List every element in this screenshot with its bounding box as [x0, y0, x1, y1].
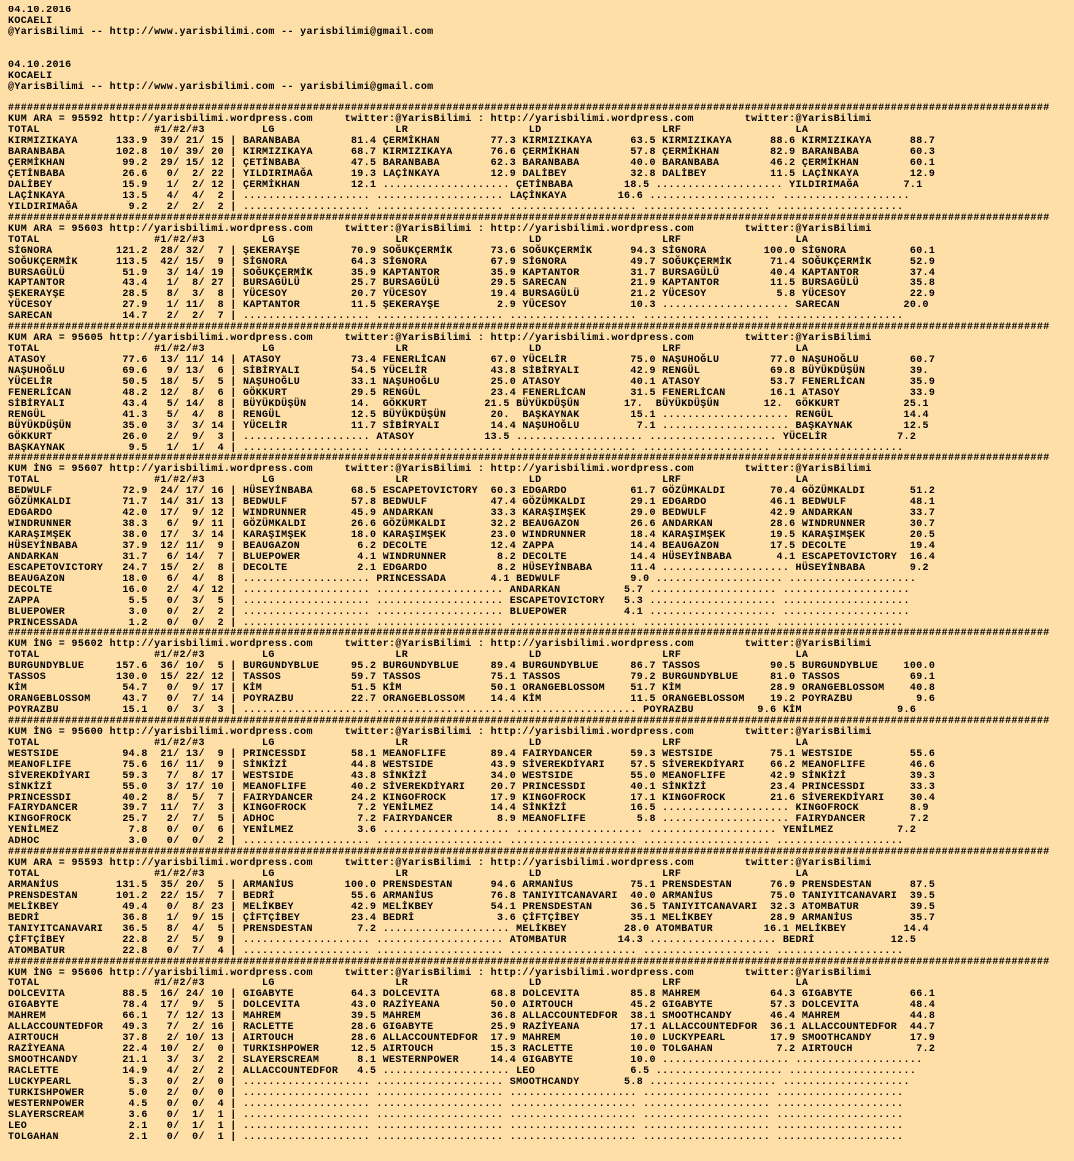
- table-row: WESTSIDE 94.8 21/ 13/ 9 | PRINCESSDI 58.1 MEANOFLIFE 89.4 FAIRYDANCER 59.3 WESTSIDE 75.1 WESTSIDE 55.6: [8, 748, 936, 760]
- table-row: BURSAGÜLÜ 51.9 3/ 14/ 19 | SOĞUKÇERMİK 35.9 KAPTANTOR 35.9 KAPTANTOR 31.7 BURSAGÜLÜ 40.4 KAPTANTOR 37.4: [8, 267, 936, 279]
- separator-line: ####################################################################################################################################################################: [8, 956, 1050, 968]
- table-row: KIRMIZIKAYA 133.9 39/ 21/ 15 | BARANBABA 81.4 ÇERMİKHAN 77.3 KIRMIZIKAYA 63.5 KIRMIZIKAYA 88.6 KIRMIZIKAYA 88.7: [8, 136, 936, 148]
- table-row: MELİKBEY 49.4 0/ 8/ 23 | MELİKBEY 42.9 MELİKBEY 54.1 PRENSDESTAN 36.5 TANIYITCANAVARI 32.3 ATOMBATUR 39.5: [8, 901, 936, 913]
- table-row: GÖZÜMKALDI 71.7 14/ 31/ 13 | BEDWULF 57.8 BEDWULF 47.4 GÖZÜMKALDI 29.1 EDGARDO 46.1 BEDWULF 48.1: [8, 497, 936, 509]
- table-row: RAZİYEANA 22.4 10/ 2/ 0 | TURKISHPOWER 12.5 AIRTOUCH 15.3 RACLETTE 10.0 TOLGAHAN 7.2 AIRTOUCH 7.2: [8, 1044, 936, 1056]
- table-row: KINGOFROCK 25.7 2/ 7/ 5 | ADHOC 7.2 FAIRYDANCER 8.9 MEANOFLIFE 5.8 .................... FAIRYDANCER 7.2: [8, 814, 929, 826]
- table-row: FENERLİCAN 48.2 12/ 8/ 6 | GÖKKURT 29.5 RENGÜL 23.4 FENERLİCAN 31.5 FENERLİCAN 16.1 ATASOY 33.9: [8, 387, 936, 399]
- table-row: EDGARDO 42.0 17/ 9/ 12 | WINDRUNNER 45.9 ANDARKAN 33.3 KARAŞIMŞEK 29.0 BEDWULF 42.9 ANDARKAN 33.7: [8, 508, 936, 520]
- race-title: KUM İNG = 95607 http://yarisbilimi.wordpress.com twitter:@YarisBilimi : http://yarisbilimi.wordpress.com twitter:@YarisBilimi: [8, 464, 872, 476]
- table-row: KİM 54.7 0/ 9/ 17 | KİM 51.5 KİM 50.1 ORANGEBLOSSOM 51.7 KİM 28.9 ORANGEBLOSSOM 40.8: [8, 683, 936, 695]
- table-row: YÜCESOY 27.9 1/ 11/ 8 | KAPTANTOR 11.5 ŞEKERAYŞE 2.9 YÜCESOY 10.3 .................... SARECAN 20.0: [8, 300, 929, 312]
- race-title: KUM İNG = 95600 http://yarisbilimi.wordpress.com twitter:@YarisBilimi : http://yarisbilimi.wordpress.com twitter:@YarisBilimi: [8, 726, 872, 738]
- separator-line: ####################################################################################################################################################################: [8, 103, 1050, 115]
- table-row: ATASOY 77.6 13/ 11/ 14 | ATASOY 73.4 FENERLİCAN 67.0 YÜCELİR 75.0 NAŞUHOĞLU 77.0 NAŞUHOĞLU 60.7: [8, 355, 936, 366]
- table-row: BEDWULF 72.9 24/ 17/ 16 | HÜSEYİNBABA 68.5 ESCAPETOVICTORY 60.3 EDGARDO 61.7 GÖZÜMKALDI 70.4 GÖZÜMKALDI 51.2: [8, 486, 936, 498]
- table-row: ŞEKERAYŞE 28.5 8/ 3/ 8 | YÜCESOY 20.7 YÜCESOY 19.4 BURSAGÜLÜ 21.2 YÜCESOY 5.8 YÜCESOY 22.9: [8, 289, 936, 301]
- race-title: KUM ARA = 95605 http://yarisbilimi.wordpress.com twitter:@YarisBilimi : http://yarisbilimi.wordpress.com twitter:@YarisBilimi: [8, 333, 872, 345]
- table-row: RACLETTE 14.9 4/ 2/ 2 | ALLACCOUNTEDFOR 4.5 .................... LEO 6.5 .................... ....................: [8, 1065, 917, 1077]
- separator-line: ####################################################################################################################################################################: [8, 628, 1050, 640]
- table-row: HÜSEYİNBABA 37.9 12/ 11/ 9 | BEAUGAZON 6.2 DECOLTE 12.4 ZAPPA 14.4 BEAUGAZON 17.5 DECOLTE 19.4: [8, 540, 936, 552]
- separator-line: ####################################################################################################################################################################: [8, 847, 1050, 859]
- table-row: SİGNORA 121.2 28/ 32/ 7 | ŞEKERAYŞE 70.9 SOĞUKÇERMİK 73.6 SOĞUKÇERMİK 94.3 SİGNORA 100.0 SİGNORA 60.1: [8, 245, 936, 257]
- separator-line: ####################################################################################################################################################################: [8, 453, 1050, 465]
- header-line: KOCAELI: [8, 70, 53, 82]
- table-row: SİBİRYALI 43.4 5/ 14/ 8 | BÜYÜKDÜŞÜN 14. GÖKKURT 21.5 BÜYÜKDÜŞÜN 17. BÜYÜKDÜŞÜN 12. GÖKKURT 25.1: [8, 398, 929, 410]
- table-row: GÖKKURT 26.0 2/ 9/ 3 | .................... ATASOY 13.5 .................... .................... YÜCELİR 7.2: [8, 431, 917, 443]
- table-row: POYRAZBU 15.1 0/ 3/ 3 | .................... .................... .................... POYRAZBU 9.6 KİM 9.6: [8, 705, 917, 716]
- table-row: WESTERNPOWER 4.5 0/ 0/ 4 | .................... .................... .................... .................... ....................: [8, 1098, 904, 1110]
- header-line: @YarisBilimi -- http://www.yarisbilimi.com -- yarisbilimi@gmail.com: [8, 81, 434, 93]
- header-line: [8, 39, 1070, 50]
- table-row: BLUEPOWER 3.0 0/ 2/ 2 | .................... .................... BLUEPOWER 4.1 .................... ....................: [8, 606, 910, 618]
- race-title: KUM ARA = 95592 http://yarisbilimi.wordpress.com twitter:@YarisBilimi : http://yarisbilimi.wordpress.com twitter:@YarisBilimi: [8, 114, 872, 126]
- table-row: ADHOC 3.0 0/ 0/ 2 | .................... .................... .................... .................... ....................: [8, 836, 904, 848]
- table-row: ÇERMİKHAN 99.2 29/ 15/ 12 | ÇETİNBABA 47.5 BARANBABA 62.3 BARANBABA 40.0 BARANBABA 46.2 ÇERMİKHAN 60.1: [8, 158, 936, 170]
- table-row: SOĞUKÇERMİK 113.5 42/ 15/ 9 | SİGNORA 64.3 SİGNORA 67.9 SİGNORA 49.7 SOĞUKÇERMİK 71.4 SOĞUKÇERMİK 52.9: [8, 256, 936, 268]
- table-row: MEANOFLIFE 75.6 16/ 11/ 9 | SİNKİZİ 44.8 WESTSIDE 43.9 SİVEREKDİYARI 57.5 SİVEREKDİYARI 66.2 MEANOFLIFE 46.6: [8, 759, 936, 771]
- table-row: TASSOS 130.0 15/ 22/ 12 | TASSOS 59.7 TASSOS 75.1 TASSOS 79.2 BURGUNDYBLUE 81.0 TASSOS 69.1: [8, 672, 936, 684]
- table-row: TURKISHPOWER 5.0 2/ 0/ 0 | .................... .................... .................... .................... ....................: [8, 1087, 904, 1099]
- header-line: [8, 50, 1070, 61]
- table-row: PRENSDESTAN 101.2 22/ 15/ 7 | BEDRİ 55.6 ARMANİUS 76.8 TANIYITCANAVARI 40.0 ARMANİUS 75.0 TANIYITCANAVARI 39.5: [8, 890, 936, 902]
- table-row: DALİBEY 15.9 1/ 2/ 12 | ÇERMİKHAN 12.1 .................... ÇETİNBABA 18.5 .................... YILDIRIMAĞA 7.1: [8, 180, 923, 191]
- table-row: YILDIRIMAĞA 9.2 2/ 2/ 2 | .................... .................... .................... .................... ....................: [8, 201, 904, 213]
- table-row: WINDRUNNER 38.3 6/ 9/ 11 | GÖZÜMKALDI 26.6 GÖZÜMKALDI 32.2 BEAUGAZON 26.6 ANDARKAN 28.6 WINDRUNNER 30.7: [8, 519, 936, 531]
- table-row: PRINCESSDI 40.2 8/ 5/ 7 | FAIRYDANCER 24.2 KINGOFROCK 17.9 KINGOFROCK 17.1 KINGOFROCK 21.6 SİVEREKDİYARI 30.4: [8, 792, 936, 804]
- race-title: KUM ARA = 95593 http://yarisbilimi.wordpress.com twitter:@YarisBilimi : http://yarisbilimi.wordpress.com twitter:@YarisBilimi: [8, 858, 872, 870]
- column-headers: TOTAL #1/#2/#3 LG LR LD LRF LA: [8, 650, 809, 662]
- column-headers: TOTAL #1/#2/#3 LG LR LD LRF LA: [8, 869, 809, 881]
- table-row: YENİLMEZ 7.8 0/ 0/ 6 | YENİLMEZ 3.6 .................... .................... .................... YENİLMEZ 7.2: [8, 825, 917, 837]
- table-row: ALLACCOUNTEDFOR 49.3 7/ 2/ 16 | RACLETTE 28.6 GIGABYTE 25.9 RAZİYEANA 17.1 ALLACCOUNTEDFOR 36.1 ALLACCOUNTEDFOR 44.7: [8, 1022, 936, 1034]
- table-row: KARAŞIMŞEK 38.0 17/ 3/ 14 | KARAŞIMŞEK 18.0 KARAŞIMŞEK 23.0 WINDRUNNER 18.4 KARAŞIMŞEK 19.5 KARAŞIMŞEK 20.5: [8, 530, 936, 541]
- table-row: DOLCEVITA 88.5 16/ 24/ 10 | GIGABYTE 64.3 DOLCEVITA 68.8 DOLCEVITA 85.8 MAHREM 64.3 GIGABYTE 66.1: [8, 989, 936, 1001]
- race-title: KUM İNG = 95602 http://yarisbilimi.wordpress.com twitter:@YarisBilimi : http://yarisbilimi.wordpress.com twitter:@YarisBilimi: [8, 639, 872, 651]
- column-headers: TOTAL #1/#2/#3 LG LR LD LRF LA: [8, 344, 809, 356]
- separator-line: ####################################################################################################################################################################: [8, 212, 1050, 224]
- table-row: ARMANİUS 131.5 35/ 20/ 5 | ARMANİUS 100.0 PRENSDESTAN 94.6 ARMANİUS 75.1 PRENSDESTAN 76.9 PRENSDESTAN 87.5: [8, 880, 936, 891]
- race-title: KUM İNG = 95606 http://yarisbilimi.wordpress.com twitter:@YarisBilimi : http://yarisbilimi.wordpress.com twitter:@YarisBilimi: [8, 967, 872, 979]
- table-row: SARECAN 14.7 2/ 2/ 7 | .................... .................... .................... .................... ....................: [8, 311, 904, 323]
- table-row: SİNKİZİ 55.0 3/ 17/ 10 | MEANOFLIFE 40.2 SİVEREKDİYARI 20.7 PRINCESSDI 40.1 SİNKİZİ 23.4 PRINCESSDI 33.3: [8, 781, 936, 793]
- table-row: LEO 2.1 0/ 1/ 1 | .................... .................... .................... .................... ....................: [8, 1120, 904, 1132]
- table-row: PRINCESSADA 1.2 0/ 0/ 2 | .................... .................... .................... .................... ....................: [8, 617, 904, 629]
- table-row: SMOOTHCANDY 21.1 3/ 3/ 2 | SLAYERSCREAM 8.1 WESTERNPOWER 14.4 GIGABYTE 10.0 .................... ....................: [8, 1055, 923, 1066]
- column-headers: TOTAL #1/#2/#3 LG LR LD LRF LA: [8, 475, 809, 487]
- table-row: ESCAPETOVICTORY 24.7 15/ 2/ 8 | DECOLTE 2.1 EDGARDO 8.2 HÜSEYİNBABA 11.4 .................... HÜSEYİNBABA 9.2: [8, 562, 929, 574]
- table-row: BARANBABA 102.8 10/ 39/ 20 | KIRMIZIKAYA 68.7 KIRMIZIKAYA 76.6 ÇERMİKHAN 57.8 ÇERMİKHAN 82.9 BARANBABA 60.3: [8, 147, 936, 159]
- header-line: @YarisBilimi -- http://www.yarisbilimi.com -- yarisbilimi@gmail.com: [8, 26, 434, 38]
- race-stats-document: [8, 6, 1070, 1144]
- table-row: MAHREM 66.1 7/ 12/ 13 | MAHREM 39.5 MAHREM 36.8 ALLACCOUNTEDFOR 38.1 SMOOTHCANDY 46.4 MAHREM 44.8: [8, 1011, 936, 1023]
- column-headers: TOTAL #1/#2/#3 LG LR LD LRF LA: [8, 125, 809, 137]
- table-row: LUCKYPEARL 5.3 0/ 2/ 0 | .................... .................... SMOOTHCANDY 5.8 .................... ....................: [8, 1076, 910, 1088]
- separator-line: ####################################################################################################################################################################: [8, 715, 1050, 727]
- table-row: BÜYÜKDÜŞÜN 35.0 3/ 3/ 14 | YÜCELİR 11.7 SİBİRYALI 14.4 NAŞUHOĞLU 7.1 .................... BAŞKAYNAK 12.5: [8, 420, 929, 432]
- table-row: GIGABYTE 78.4 17/ 9/ 5 | DOLCEVITA 43.0 RAZİYEANA 50.0 AIRTOUCH 45.2 GIGABYTE 57.3 DOLCEVITA 48.4: [8, 1000, 936, 1012]
- table-row: ÇETİNBABA 26.6 0/ 2/ 22 | YILDIRIMAĞA 19.3 LAÇİNKAYA 12.9 DALİBEY 32.8 DALİBEY 11.5 LAÇİNKAYA 12.9: [8, 169, 936, 181]
- table-row: SİVEREKDİYARI 59.3 7/ 8/ 17 | WESTSIDE 43.8 SİNKİZİ 34.0 WESTSIDE 55.0 MEANOFLIFE 42.9 SİNKİZİ 39.3: [8, 770, 936, 782]
- table-row: ÇİFTÇİBEY 22.8 2/ 5/ 9 | .................... .................... ATOMBATUR 14.3 .................... BEDRİ 12.5: [8, 934, 917, 946]
- table-row: FAIRYDANCER 39.7 11/ 7/ 3 | KINGOFROCK 7.2 YENİLMEZ 14.4 SİNKİZİ 16.5 .................... KINGOFROCK 8.9: [8, 803, 929, 815]
- table-row: ZAPPA 5.5 0/ 3/ 5 | .................... .................... ESCAPETOVICTORY 5.3 .................... ....................: [8, 595, 910, 607]
- race-title: KUM ARA = 95603 http://yarisbilimi.wordpress.com twitter:@YarisBilimi : http://yarisbilimi.wordpress.com twitter:@YarisBilimi: [8, 223, 872, 235]
- table-row: LAÇİNKAYA 13.5 4/ 4/ 2 | .................... .................... LAÇİNKAYA 16.6 .................... ....................: [8, 190, 910, 202]
- table-row: NAŞUHOĞLU 69.6 9/ 13/ 6 | SİBİRYALI 54.5 YÜCELİR 43.8 SİBİRYALI 42.9 RENGÜL 69.8 BÜYÜKDÜŞÜN 39.: [8, 365, 929, 377]
- table-row: BAŞKAYNAK 9.5 1/ 1/ 4 | .................... .................... .................... .................... ....................: [8, 442, 904, 454]
- table-row: ATOMBATUR 22.8 0/ 7/ 4 | .................... .................... .................... .................... ....................: [8, 945, 904, 957]
- column-headers: TOTAL #1/#2/#3 LG LR LD LRF LA: [8, 737, 809, 749]
- table-row: ANDARKAN 31.7 6/ 14/ 7 | BLUEPOWER 4.1 WINDRUNNER 8.2 DECOLTE 14.4 HÜSEYİNBABA 4.1 ESCAPETOVICTORY 16.4: [8, 551, 936, 563]
- table-row: KAPTANTOR 43.4 1/ 8/ 27 | BURSAGÜLÜ 25.7 BURSAGÜLÜ 29.5 SARECAN 21.9 KAPTANTOR 11.5 BURSAGÜLÜ 35.8: [8, 278, 936, 290]
- column-headers: TOTAL #1/#2/#3 LG LR LD LRF LA: [8, 978, 809, 990]
- table-row: TANIYITCANAVARI 36.5 8/ 4/ 5 | PRENSDESTAN 7.2 .................... MELİKBEY 28.0 ATOMBATUR 16.1 MELİKBEY 14.4: [8, 923, 929, 935]
- table-row: DECOLTE 16.0 2/ 4/ 12 | .................... .................... ANDARKAN 5.7 .................... ....................: [8, 584, 910, 596]
- table-row: TOLGAHAN 2.1 0/ 0/ 1 | .................... .................... .................... .................... ....................: [8, 1131, 904, 1143]
- table-row: BURGUNDYBLUE 157.6 36/ 10/ 5 | BURGUNDYBLUE 95.2 BURGUNDYBLUE 89.4 BURGUNDYBLUE 86.7 TASSOS 90.5 BURGUNDYBLUE 100.0: [8, 661, 936, 673]
- table-row: SLAYERSCREAM 3.6 0/ 1/ 1 | .................... .................... .................... .................... ....................: [8, 1109, 904, 1121]
- header-line: 04.10.2016: [8, 59, 72, 71]
- table-row: BEAUGAZON 18.0 6/ 4/ 8 | .................... PRINCESSADA 4.1 BEDWULF 9.0 .................... ....................: [8, 573, 917, 585]
- separator-line: ####################################################################################################################################################################: [8, 322, 1050, 334]
- header-line: 04.10.2016: [8, 6, 72, 16]
- column-headers: TOTAL #1/#2/#3 LG LR LD LRF LA: [8, 234, 809, 246]
- table-row: BEDRİ 36.8 1/ 9/ 15 | ÇİFTÇİBEY 23.4 BEDRİ 3.6 ÇİFTÇİBEY 35.1 MELİKBEY 28.9 ARMANİUS 35.7: [8, 912, 936, 924]
- table-row: ORANGEBLOSSOM 43.7 0/ 7/ 14 | POYRAZBU 22.7 ORANGEBLOSSOM 14.4 KİM 11.5 ORANGEBLOSSOM 19.2 POYRAZBU 9.6: [8, 694, 936, 706]
- table-row: AIRTOUCH 37.8 2/ 10/ 13 | AIRTOUCH 28.6 ALLACCOUNTEDFOR 17.9 MAHREM 10.0 LUCKYPEARL 17.9 SMOOTHCANDY 17.9: [8, 1033, 936, 1045]
- table-row: RENGÜL 41.3 5/ 4/ 8 | RENGÜL 12.5 BÜYÜKDÜŞÜN 20. BAŞKAYNAK 15.1 .................... RENGÜL 14.4: [8, 409, 929, 421]
- table-row: YÜCELİR 50.5 18/ 5/ 5 | NAŞUHOĞLU 33.1 NAŞUHOĞLU 25.0 ATASOY 40.1 ATASOY 53.7 FENERLİCAN 35.9: [8, 376, 936, 388]
- header-line: KOCAELI: [8, 15, 53, 27]
